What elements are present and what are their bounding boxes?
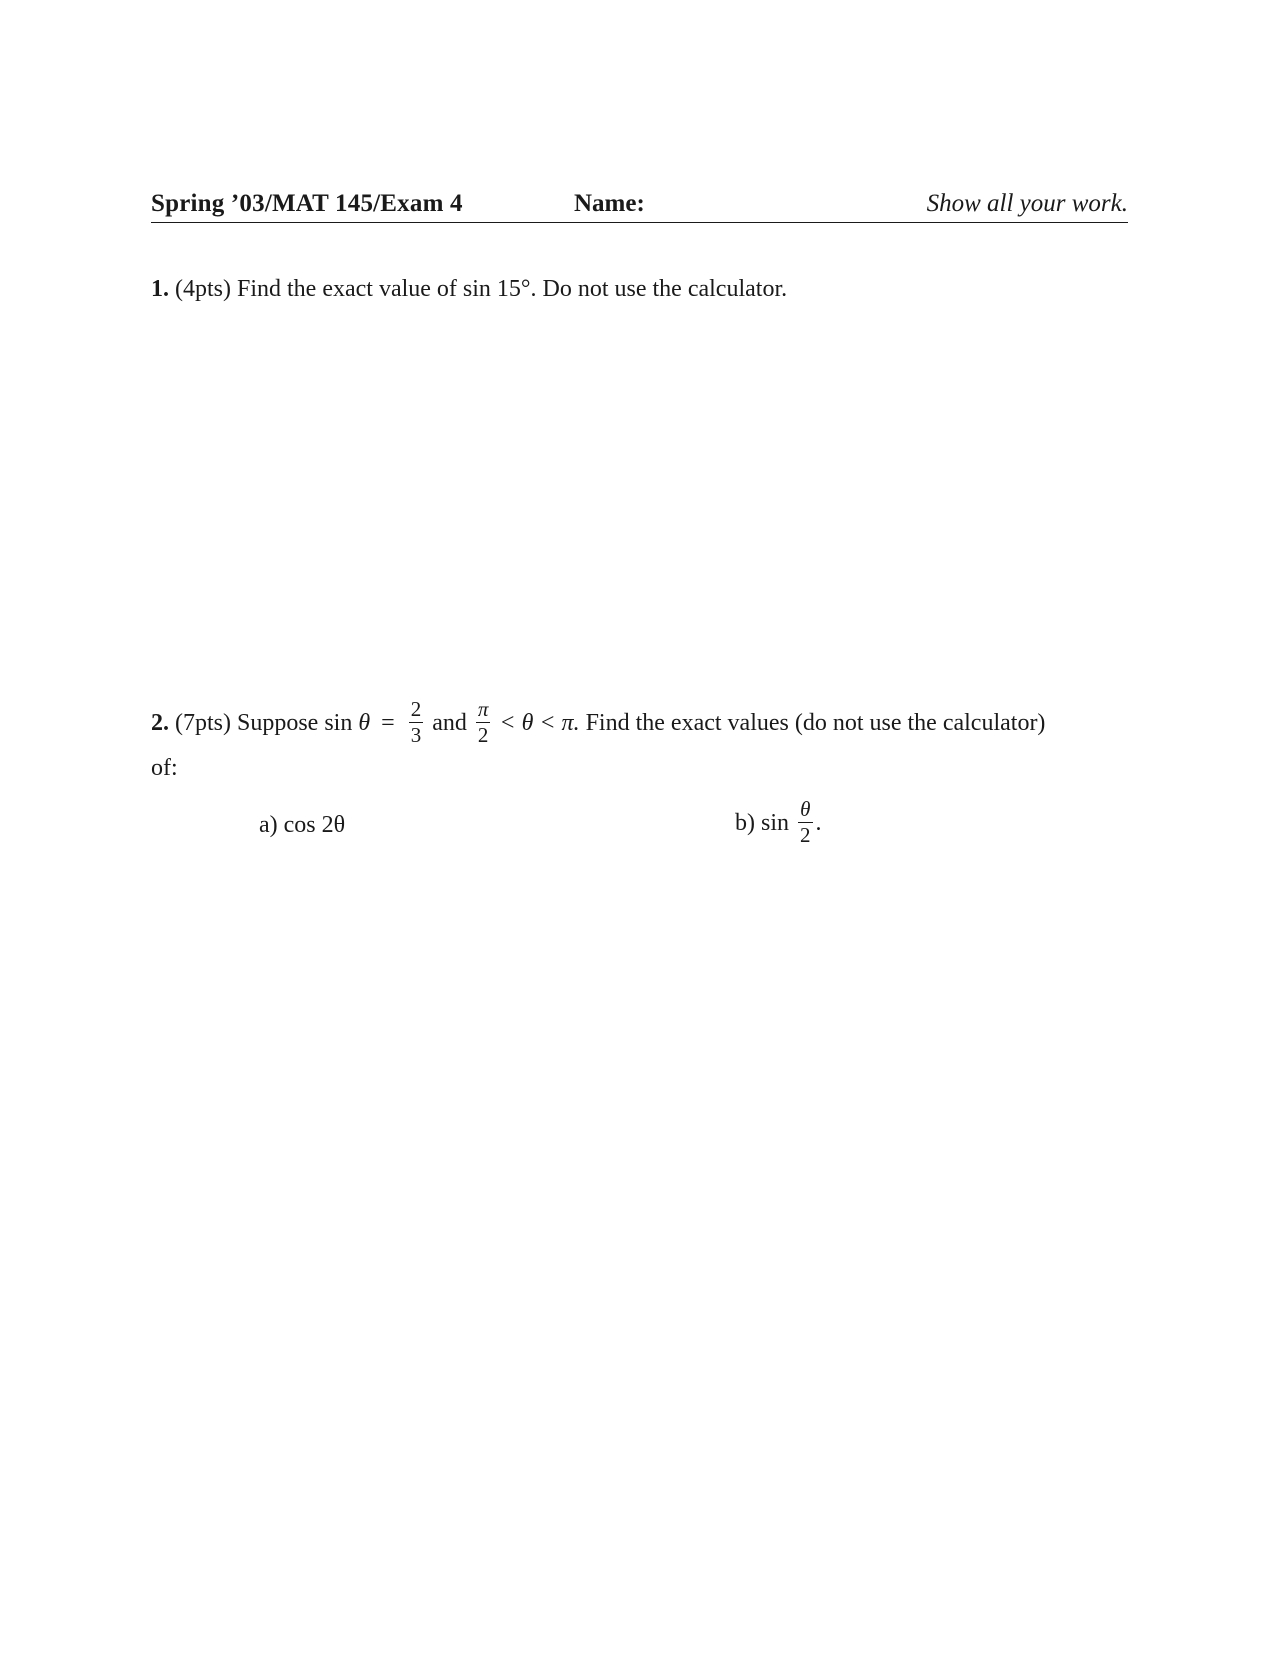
instructions-note: Show all your work.: [926, 190, 1128, 217]
question-2-rest: Find the exact values (do not use the calculator): [585, 710, 1046, 737]
and-word: and: [432, 710, 467, 737]
fraction-denominator: 3: [410, 723, 422, 747]
part-b-function: sin: [761, 810, 790, 837]
exam-header: [151, 186, 1128, 223]
theta-range: < θ < π.: [499, 710, 580, 737]
part-b: [735, 797, 822, 848]
fraction-denominator: 2: [477, 723, 489, 747]
fraction-numerator: π: [477, 697, 489, 721]
question-1-number: 1.: [151, 276, 169, 302]
part-b-label: b): [735, 810, 755, 837]
question-1-text: (4pts) Find the exact value of sin 15°. Do not use the calculator.: [175, 276, 788, 302]
question-1: [151, 276, 787, 303]
part-a-label: a): [259, 812, 278, 838]
question-2-of: of:: [151, 755, 178, 781]
question-2-intro: (7pts) Suppose sin: [175, 710, 353, 737]
name-label: Name:: [574, 190, 645, 217]
fraction-theta-over-two: [798, 799, 813, 846]
question-2-number: 2.: [151, 710, 169, 737]
part-b-period: .: [815, 810, 822, 837]
course-title: Spring ’03/MAT 145/Exam 4: [151, 190, 463, 217]
fraction-denominator: 2: [800, 823, 811, 847]
fraction-numerator: 2: [410, 697, 422, 721]
equals-sign: =: [381, 710, 395, 737]
fraction-two-thirds: [409, 699, 424, 746]
part-a-expression: cos 2θ: [283, 812, 346, 838]
fraction-numerator: θ: [798, 799, 813, 823]
question-2: [151, 697, 1046, 748]
part-a: [259, 812, 345, 839]
theta-symbol: θ: [358, 710, 371, 737]
fraction-pi-over-two: [476, 699, 491, 746]
